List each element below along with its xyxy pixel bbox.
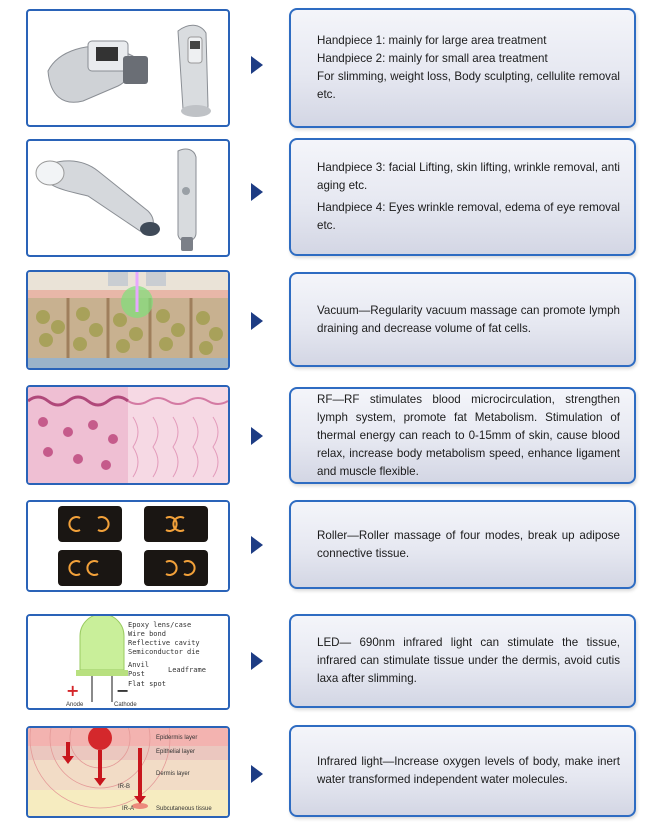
arrow-icon	[251, 56, 263, 74]
infrared-label: IR-A	[122, 806, 134, 812]
vacuum-description	[289, 272, 636, 367]
arrow-icon	[251, 652, 263, 670]
arrow-icon	[251, 427, 263, 445]
led-label: Epoxy lens/case	[128, 621, 192, 629]
description-line: RF—RF stimulates blood microcirculation, strengthen lymph system, promote fat Metabolism. Stimulation of thermal energy can reach to 0-15mm of skin, cause blood relax, increase body metabolism speed, enhance ligament and muscle flexible.	[317, 392, 620, 478]
vacuum-image	[26, 270, 230, 370]
anode-label: Anode	[66, 702, 84, 708]
infrared-description	[289, 725, 636, 817]
handpiece-3-4-image	[26, 139, 230, 257]
led-image	[26, 614, 230, 710]
handpiece-3-4-description	[289, 138, 636, 256]
rf-description	[289, 387, 636, 484]
led-description	[289, 614, 636, 708]
arrow-icon	[251, 536, 263, 554]
infrared-image	[26, 726, 230, 818]
arrow-icon	[251, 765, 263, 783]
description-line: Handpiece 4: Eyes wrinkle removal, edema of eye removal etc.	[317, 201, 620, 232]
description-line: For slimming, weight loss, Body sculpting, cellulite removal etc.	[317, 70, 620, 101]
handpiece-1-2-description	[289, 8, 636, 128]
led-label: Wire bond	[128, 630, 166, 638]
roller-description	[289, 500, 636, 589]
led-label: Leadframe	[168, 666, 206, 674]
led-label: Flat spot	[128, 680, 166, 688]
led-label: Post	[128, 670, 145, 678]
plus-sign: +	[66, 681, 80, 700]
handpiece-1-2-image	[26, 9, 230, 127]
arrow-icon	[251, 312, 263, 330]
description-line: Vacuum—Regularity vacuum massage can promote lymph draining and decrease volume of fat cells.	[317, 303, 620, 335]
description-line: Handpiece 2: mainly for small area treatment	[317, 52, 548, 65]
description-line: LED— 690nm infrared light can stimulate the tissue, infrared can stimulate tissue under the dermis, avoid cutis laxa after slimming.	[317, 636, 620, 685]
led-label: Semiconductor die	[128, 648, 200, 656]
arrow-icon	[251, 183, 263, 201]
rf-image	[26, 385, 230, 485]
roller-image	[26, 500, 230, 592]
cathode-label: Cathode	[114, 702, 137, 708]
infrared-label: Dermis layer	[156, 771, 190, 777]
description-line: Handpiece 1: mainly for large area treatment	[317, 34, 547, 47]
description-line: Infrared light—Increase oxygen levels of body, make inert water transformed independent water molecules.	[317, 755, 620, 786]
description-line: Handpiece 3: facial Lifting, skin lifting, wrinkle removal, anti aging etc.	[317, 161, 620, 192]
infrared-label: IR-B	[118, 784, 130, 790]
infrared-label: Epithelial layer	[156, 749, 196, 755]
infrared-label: Epidermis layer	[156, 735, 198, 741]
led-label: Reflective cavity	[128, 639, 200, 647]
infrared-label: Subcutaneous tissue	[156, 806, 212, 812]
led-label: Anvil	[128, 661, 150, 669]
description-line: Roller—Roller massage of four modes, break up adipose connective tissue.	[317, 528, 620, 560]
minus-sign: −	[116, 681, 130, 700]
